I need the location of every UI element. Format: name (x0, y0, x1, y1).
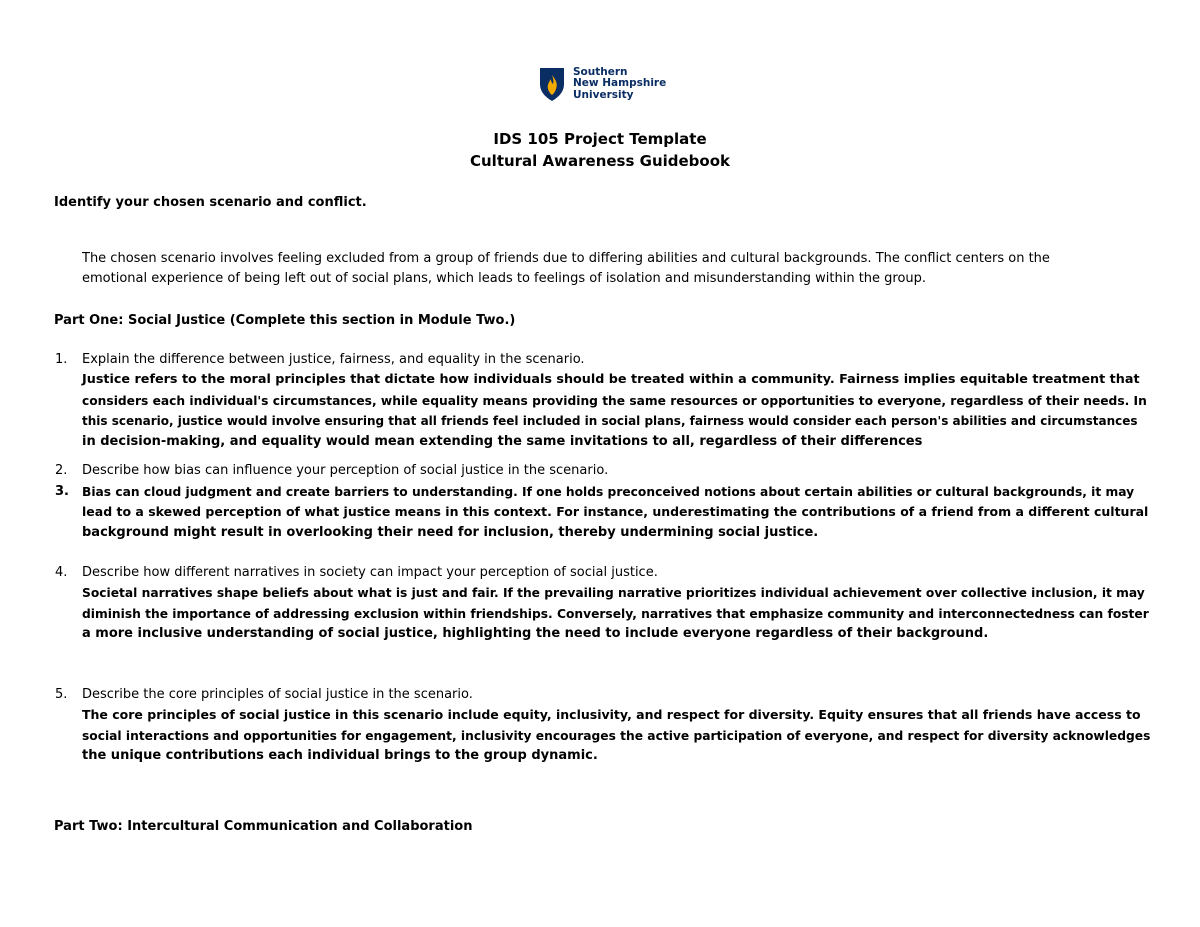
part-two-heading: Part Two: Intercultural Communication and Collaboration (54, 819, 473, 834)
document-subtitle: Cultural Awareness Guidebook (469, 152, 731, 170)
scenario-text-line: emotional experience of being left out of social plans, which leads to feelings of isolation and misunderstanding within the group. (82, 271, 927, 286)
scenario-heading: Identify your chosen scenario and conflict. (54, 195, 367, 210)
document-title: IDS 105 Project Template (493, 130, 707, 148)
logo-line-3: University (573, 88, 634, 101)
question-4-prompt: Describe how different narratives in society can impact your perception of social justice. (82, 565, 658, 580)
question-4-answer-line: a more inclusive understanding of social justice, highlighting the need to include everyone regardless of their background. (82, 626, 989, 641)
question-number: 2. (55, 463, 68, 478)
question-5-answer-line: the unique contributions each individual brings to the group dynamic. (82, 748, 598, 763)
question-number: 3. (55, 484, 69, 499)
question-number: 5. (55, 687, 68, 702)
part-one-heading: Part One: Social Justice (Complete this section in Module Two.) (54, 313, 516, 328)
question-4-answer-line: Societal narratives shape beliefs about what is just and fair. If the prevailing narrative prioritizes individual achievement over collective inclusion, it may (82, 586, 1145, 600)
question-5-answer-line: social interactions and opportunities for engagement, inclusivity encourages the active participation of everyone, and respect for diversity acknowledges (82, 729, 1151, 743)
question-number: 1. (55, 352, 68, 367)
scenario-text-line: The chosen scenario involves feeling excluded from a group of friends due to differing abilities and cultural backgrounds. The conflict centers on the (82, 251, 1050, 266)
question-5-answer-line: The core principles of social justice in this scenario include equity, inclusivity, and respect for diversity. Equity ensures that all friends have access to (82, 707, 1141, 722)
question-1-answer-line: considers each individual's circumstances, while equality means providing the same resources or opportunities to everyone, regardless of their needs. In (82, 394, 1147, 408)
question-number: 4. (55, 565, 68, 580)
question-3-answer-line: background might result in overlooking their need for inclusion, thereby undermining social justice. (82, 525, 819, 540)
logo-line-2: New Hampshire (573, 77, 667, 90)
question-5-prompt: Describe the core principles of social justice in the scenario. (82, 687, 473, 702)
logo-line-1: Southern (573, 65, 628, 78)
logo-wordmark (573, 67, 666, 102)
question-1-answer-line: in decision-making, and equality would mean extending the same invitations to all, regardless of their differences (82, 434, 923, 449)
question-2-prompt: Describe how bias can influence your perception of social justice in the scenario. (82, 463, 609, 478)
question-3-answer-line: lead to a skewed perception of what justice means in this context. For instance, underestimating the contributions of a friend from a different cultural (82, 504, 1149, 519)
question-1-prompt: Explain the difference between justice, fairness, and equality in the scenario. (82, 352, 585, 367)
snhu-logo (538, 64, 668, 104)
question-3-answer-line: Bias can cloud judgment and create barriers to understanding. If one holds preconceived notions about certain abilities or cultural backgrounds, it may (82, 485, 1135, 499)
question-1-answer-line: Justice refers to the moral principles that dictate how individuals should be treated within a community. Fairness implies equitable treatment that (82, 372, 1140, 387)
shield-flame-icon (538, 66, 566, 102)
question-1-answer-line: this scenario, justice would involve ensuring that all friends feel included in social plans, fairness would consider each person's abilities and circumstances (82, 414, 1138, 428)
question-4-answer-line: diminish the importance of addressing exclusion within friendships. Conversely, narratives that emphasize community and interconnectedness can foster (82, 607, 1149, 621)
